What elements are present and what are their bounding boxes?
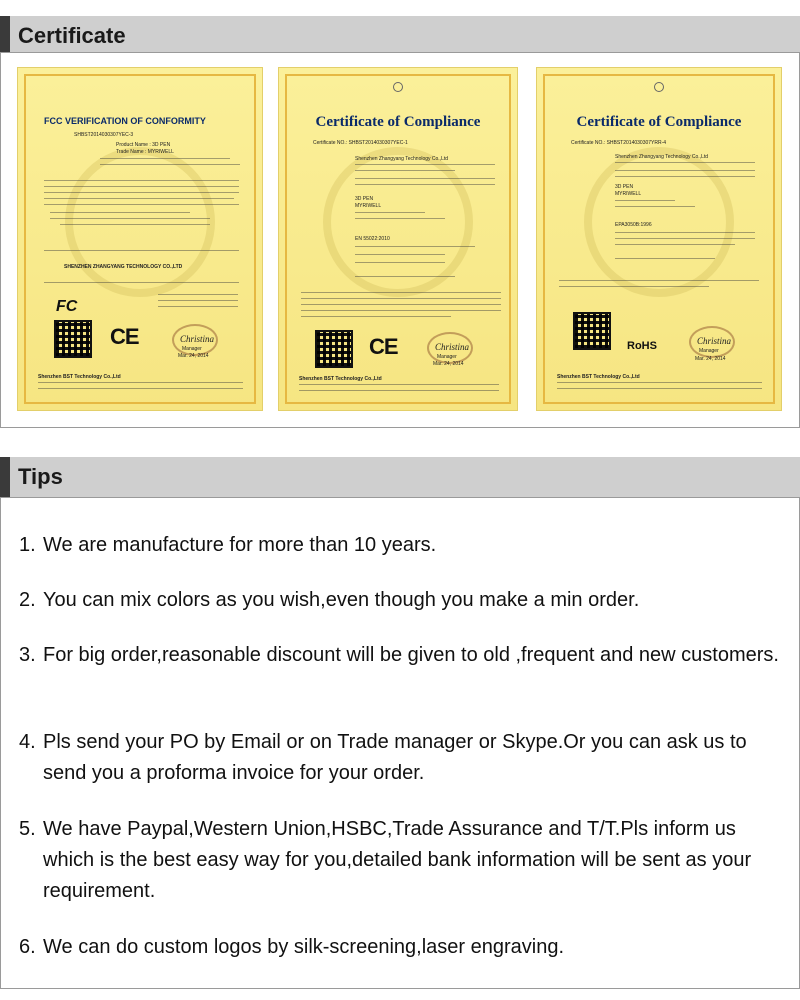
qr-code [315,330,353,368]
header-accent-bar [0,16,10,56]
tip-text: Pls send your PO by Email or on Trade manager or Skype.Or you can ask us to send you a proforma invoice for your order. [43,731,747,784]
tips-panel [0,497,800,989]
rohs-certificate-image [536,67,782,411]
signer-name: Christina [435,342,470,352]
certificate-heading: Certificate of Compliance [315,114,481,130]
ce-certificate-image [278,67,518,411]
tip-text: We have Paypal,Western Union,HSBC,Trade Assurance and T/T.Pls inform us which is the best easy way for you,detailed bank information will be sent as your requirement. [43,818,752,902]
signer-title: Manager [182,346,202,352]
tip-number: 6. [19,936,36,958]
test-standard: EN 55022:2010 [355,236,390,242]
tip-number: 4. [19,731,36,753]
ce-mark: CE [110,324,139,349]
tip-number: 2. [19,589,36,611]
tip-item [19,814,789,907]
applicant-name: Shenzhen Zhangyang Technology Co.,Ltd [615,154,709,160]
signer-name: Christina [180,334,215,344]
tip-text: We can do custom logos by silk-screening,laser engraving. [43,936,564,958]
signed-date: Mar. 24, 2014 [433,361,464,367]
product-name: 3D PEN [615,184,634,190]
certificate-number: Certificate NO.: SHBST2014030307YRR-4 [571,140,667,146]
header-accent-bar [0,457,10,497]
tip-number: 1. [19,534,36,556]
qr-code [54,320,92,358]
signer-title: Manager [437,354,457,360]
trade-name: MYRIWELL [615,191,642,197]
certificate-section-title: Certificate [18,23,126,48]
tip-text: You can mix colors as you wish,even though you make a min order. [43,589,640,611]
company-name: SHENZHEN ZHANGYANG TECHNOLOGY CO.,LTD [64,264,183,270]
applicant-name: Shenzhen Zhangyang Technology Co.,Ltd [355,156,449,162]
signed-date: Mar. 24, 2014 [695,356,726,362]
tip-number: 5. [19,818,36,840]
issuer-name: Shenzhen BST Technology Co.,Ltd [557,374,640,380]
tips-section-title: Tips [18,464,63,489]
qr-code [573,312,611,350]
issuer-name: Shenzhen BST Technology Co.,Ltd [299,376,382,382]
certificate-heading: FCC VERIFICATION OF CONFORMITY [44,116,206,126]
trade-name: Trade Name : MYRIWELL [116,149,174,155]
signer-title: Manager [699,348,719,354]
logo-mark-icon [654,82,664,92]
certificate-section-header [0,16,800,56]
certificate-heading: Certificate of Compliance [576,114,742,130]
tip-item [19,640,789,671]
signed-date: Mar. 24, 2014 [178,353,209,359]
fcc-certificate-image [17,67,263,411]
tip-item [19,932,789,963]
tip-item [19,530,789,561]
product-name: Product Name : 3D PEN [116,142,171,148]
tip-item [19,585,789,616]
tip-text: We are manufacture for more than 10 years. [43,534,437,556]
fcc-mark: FC [56,298,78,315]
tip-text: For big order,reasonable discount will be given to old ,frequent and new customers. [43,644,779,666]
trade-name: MYRIWELL [355,203,382,209]
tip-item [19,727,789,789]
issuer-logo [393,82,403,92]
logo-mark-icon [393,82,403,92]
tip-number: 3. [19,644,36,666]
product-name: 3D PEN [355,196,374,202]
tips-section-header [0,457,800,497]
signer-name: Christina [697,336,732,346]
rohs-mark: RoHS [627,340,657,352]
certificate-number: SHBST2014030307YEC-3 [74,132,134,138]
issuer-name: Shenzhen BST Technology Co.,Ltd [38,374,121,380]
ce-mark: CE [369,334,398,359]
certificate-number: Certificate NO.: SHBST2014030307YEC-1 [313,140,408,146]
test-standard: EPA3050B:1996 [615,222,652,228]
issuer-logo [654,82,664,92]
certificate-panel [0,52,800,428]
